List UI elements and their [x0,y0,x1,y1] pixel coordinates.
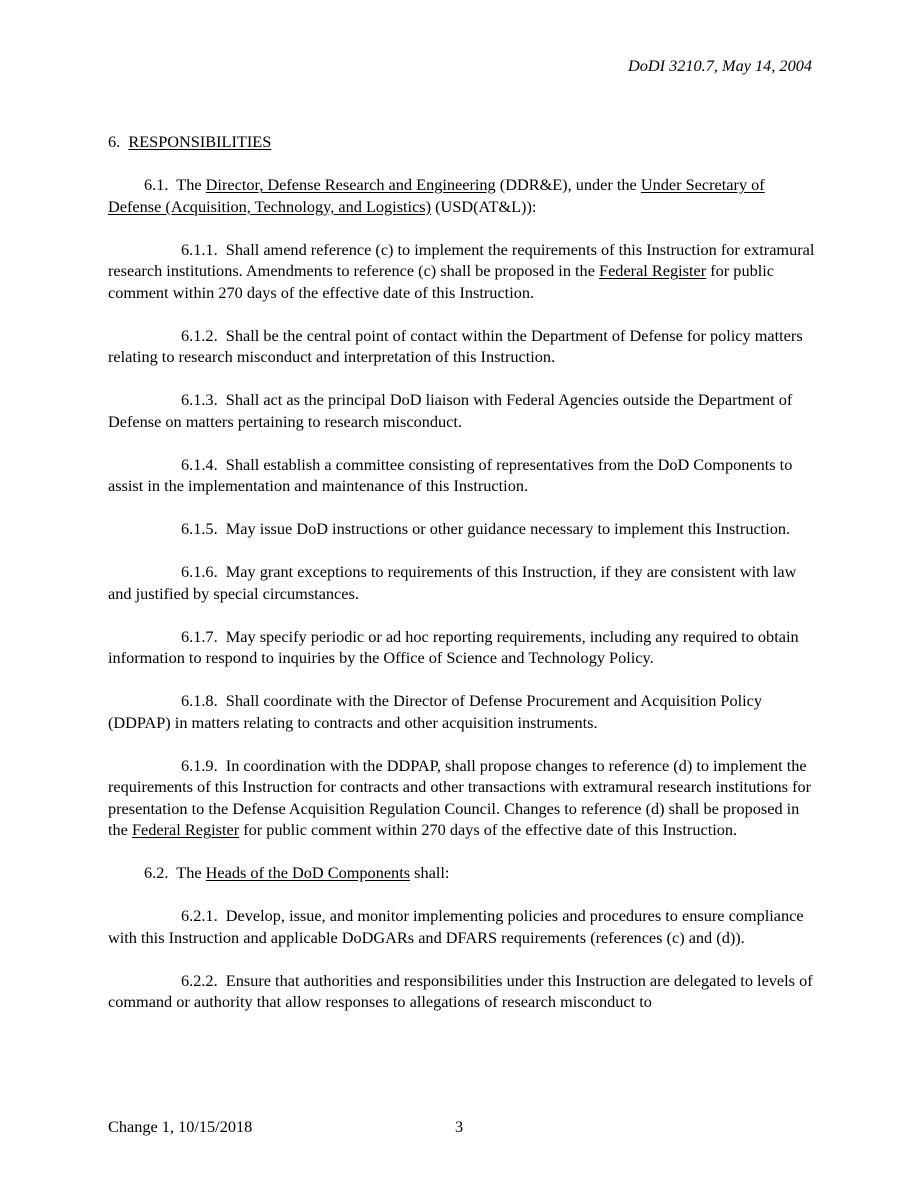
section-number: 6. [108,132,121,151]
paragraph-number: 6.1.9. [181,755,218,775]
paragraph-6-1-1 [108,239,820,304]
paragraph-6-1-8 [108,690,820,733]
paragraph-number: 6.1.1. [181,239,218,259]
paragraph-text: Shall act as the principal DoD liaison with Federal Agencies outside the Department of Defense on matters pertaining to research misconduct. [108,390,793,431]
paragraph-6-1-7 [108,626,820,669]
paragraph-number: 6.1.5. [181,519,218,538]
paragraph-number: 6.2.2. [181,970,218,990]
paragraph-6-1-6 [108,561,820,604]
paragraph-text: May specify periodic or ad hoc reporting requirements, including any required to obtain information to respond to inquiries by the Office of Science and Technology Policy. [108,626,799,667]
paragraph-6-1 [108,174,820,217]
paragraph-6-1-5 [108,518,820,540]
text-run: The [176,863,202,882]
text-run: (DDR&E), under the [499,175,637,194]
text-run: for public comment within 270 days of the effective date of this Instruction. [108,261,774,302]
usd-atl-term: Under Secretary of Defense (Acquisition, Technology, and Logistics) [108,175,765,216]
text-run: shall: [414,863,450,882]
text-run: In coordination with the DDPAP, shall propose changes to reference (d) to implement the requirements of this Instruction for contracts and other transactions with extramural research institutions for presentation to the Defense Acquisition Regulation Council. Changes to reference (d) shall be proposed in the [108,755,812,839]
page-content [108,131,820,1034]
paragraph-text: Ensure that authorities and responsibilities under this Instruction are delegated to levels of command or authority that allow responses to allegations of research misconduct to [108,970,813,1011]
text-run: Shall amend reference (c) to implement the requirements of this Instruction for extramural research institutions. Amendments to reference (c) shall be proposed in the [108,239,815,280]
paragraph-6-1-3 [108,389,820,432]
paragraph-text: May issue DoD instructions or other guidance necessary to implement this Instruction. [225,519,791,538]
section-heading [108,131,820,153]
page-number: 3 [455,1117,464,1136]
paragraph-number: 6.1.7. [181,626,218,646]
paragraph-number: 6.1.3. [181,390,218,409]
ddre-term: Director, Defense Research and Engineering [205,175,496,194]
text-run: for public comment within 270 days of the effective date of this Instruction. [243,820,738,839]
federal-register-term: Federal Register [599,261,707,280]
paragraph-6-1-4 [108,454,820,497]
text-run: The [176,175,202,194]
paragraph-6-1-2 [108,325,820,368]
paragraph-number: 6.2. [144,863,169,882]
paragraph-number: 6.2.1. [181,906,218,925]
page-header: DoDI 3210.7, May 14, 2004 [627,56,812,75]
footer-change-note: Change 1, 10/15/2018 [108,1117,253,1136]
paragraph-number: 6.1.2. [181,325,218,345]
paragraph-number: 6.1.6. [181,562,218,581]
paragraph-number: 6.1. [144,175,169,194]
paragraph-text: Shall be the central point of contact within the Department of Defense for policy matters relating to research misconduct and interpretation of this Instruction. [108,325,803,366]
paragraph-6-2-2 [108,970,820,1013]
paragraph-number: 6.1.4. [181,454,218,474]
text-run: (USD(AT&L)): [435,196,537,216]
paragraph-text: May grant exceptions to requirements of this Instruction, if they are consistent with law and justified by special circumstances. [108,562,797,603]
dod-components-term: Heads of the DoD Components [205,863,411,882]
paragraph-text: Shall establish a committee consisting of representatives from the DoD Components to assist in the implementation and maintenance of this Instruction. [108,454,793,495]
paragraph-text: Shall coordinate with the Director of Defense Procurement and Acquisition Policy (DDPAP) in matters relating to contracts and other acquisition instruments. [108,691,763,732]
paragraph-text: Develop, issue, and monitor implementing policies and procedures to ensure compliance with this Instruction and applicable DoDGARs and DFARS requirements (references (c) and (d)). [108,906,804,947]
paragraph-number: 6.1.8. [181,691,218,710]
section-title: RESPONSIBILITIES [128,132,272,151]
paragraph-6-2 [108,862,820,884]
paragraph-6-1-9 [108,755,820,841]
paragraph-6-2-1 [108,905,820,948]
federal-register-term: Federal Register [131,820,240,839]
